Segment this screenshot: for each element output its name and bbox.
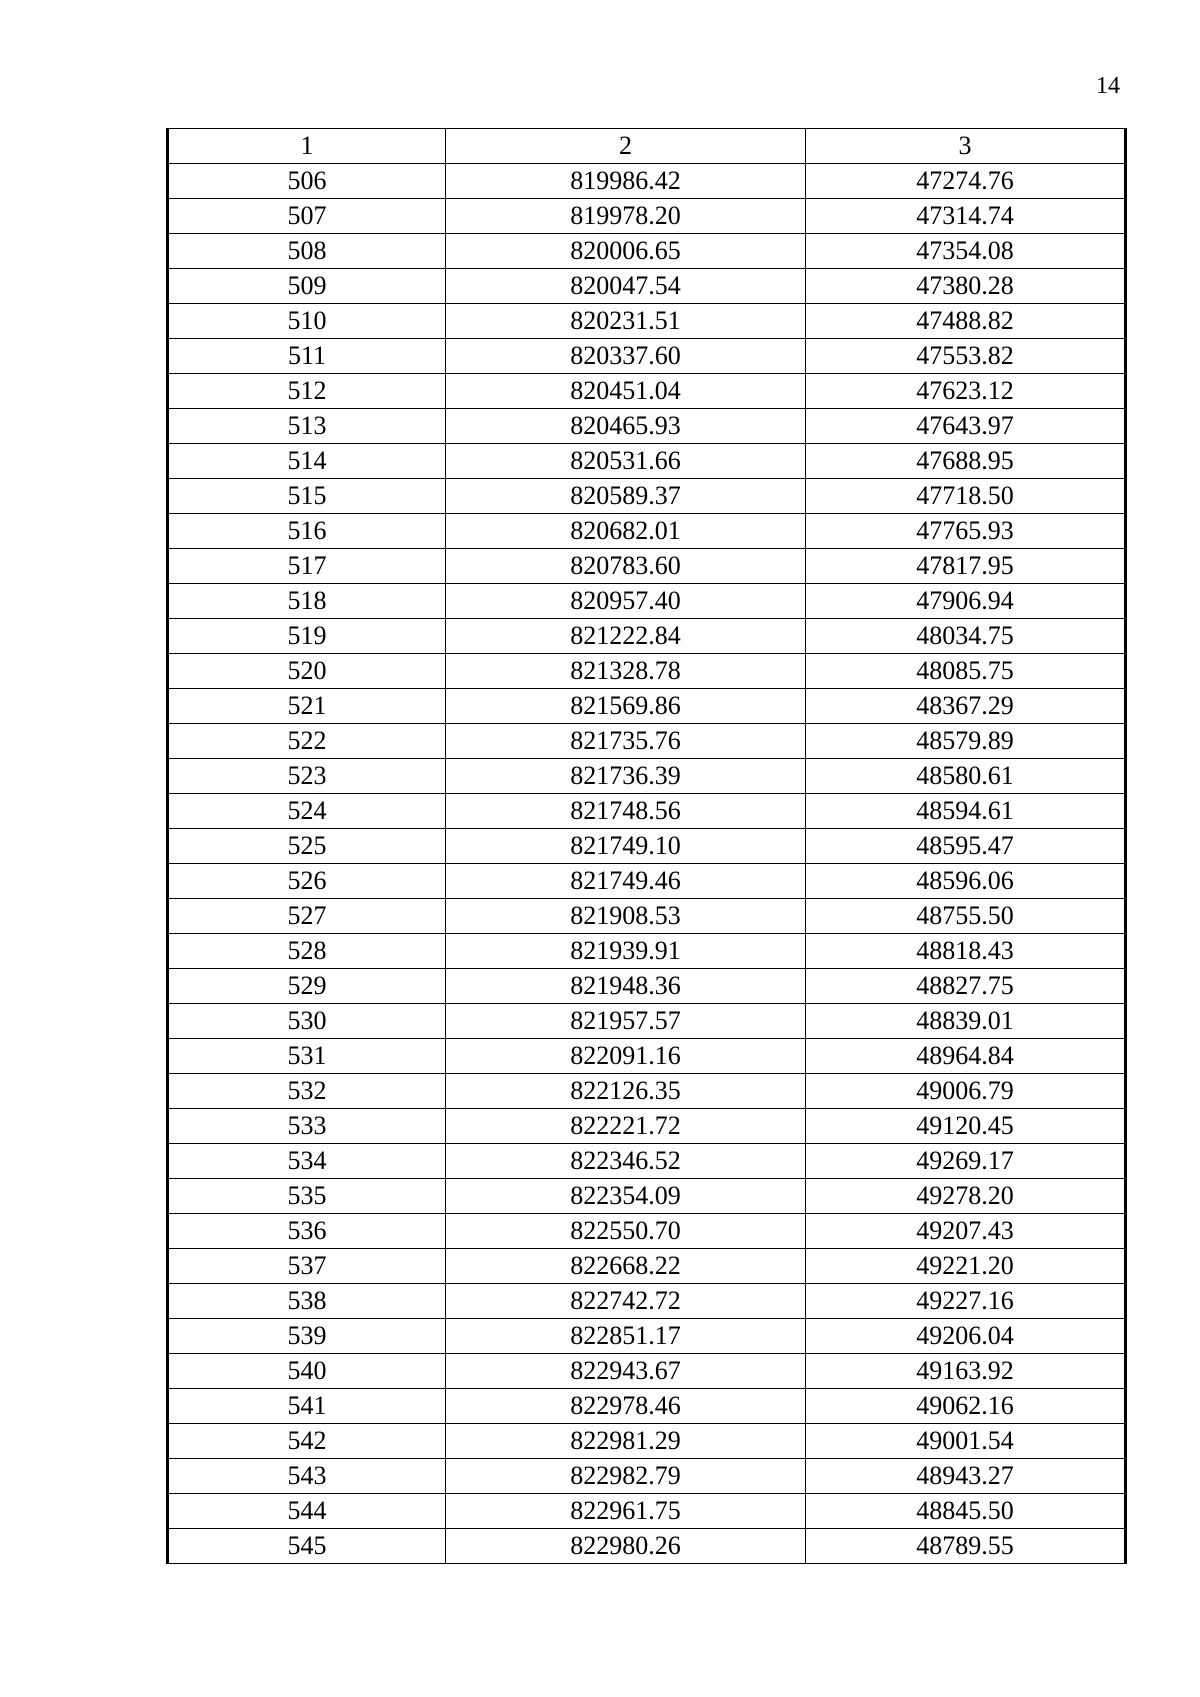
point-number-cell: 506 — [168, 164, 446, 199]
point-number-cell: 532 — [168, 1074, 446, 1109]
x-coordinate-cell: 822126.35 — [446, 1074, 806, 1109]
x-coordinate-cell: 820589.37 — [446, 479, 806, 514]
point-number-cell: 528 — [168, 934, 446, 969]
point-number-cell: 524 — [168, 794, 446, 829]
table-row — [168, 374, 1126, 409]
x-coordinate-cell: 822742.72 — [446, 1284, 806, 1319]
point-number-cell: 509 — [168, 269, 446, 304]
point-number-cell: 542 — [168, 1424, 446, 1459]
x-coordinate-cell: 821749.10 — [446, 829, 806, 864]
table-row — [168, 934, 1126, 969]
point-number-cell: 514 — [168, 444, 446, 479]
table-row — [168, 1529, 1126, 1564]
point-number-cell: 535 — [168, 1179, 446, 1214]
point-number-cell: 536 — [168, 1214, 446, 1249]
y-coordinate-cell: 48367.29 — [806, 689, 1126, 724]
table-row — [168, 1284, 1126, 1319]
table-row — [168, 759, 1126, 794]
x-coordinate-cell: 819986.42 — [446, 164, 806, 199]
table-row — [168, 1389, 1126, 1424]
point-number-cell: 521 — [168, 689, 446, 724]
point-number-cell: 534 — [168, 1144, 446, 1179]
x-coordinate-cell: 822221.72 — [446, 1109, 806, 1144]
column-header-1: 1 — [168, 129, 446, 164]
x-coordinate-cell: 822980.26 — [446, 1529, 806, 1564]
point-number-cell: 512 — [168, 374, 446, 409]
table-row — [168, 969, 1126, 1004]
x-coordinate-cell: 822354.09 — [446, 1179, 806, 1214]
point-number-cell: 527 — [168, 899, 446, 934]
point-number-cell: 529 — [168, 969, 446, 1004]
point-number-cell: 523 — [168, 759, 446, 794]
point-number-cell: 525 — [168, 829, 446, 864]
table-row — [168, 1319, 1126, 1354]
x-coordinate-cell: 821569.86 — [446, 689, 806, 724]
point-number-cell: 541 — [168, 1389, 446, 1424]
x-coordinate-cell: 822981.29 — [446, 1424, 806, 1459]
point-number-cell: 526 — [168, 864, 446, 899]
column-header-2: 2 — [446, 129, 806, 164]
y-coordinate-cell: 48579.89 — [806, 724, 1126, 759]
table-row — [168, 234, 1126, 269]
point-number-cell: 540 — [168, 1354, 446, 1389]
x-coordinate-cell: 821948.36 — [446, 969, 806, 1004]
table-row — [168, 724, 1126, 759]
y-coordinate-cell: 48827.75 — [806, 969, 1126, 1004]
point-number-cell: 510 — [168, 304, 446, 339]
x-coordinate-cell: 820231.51 — [446, 304, 806, 339]
x-coordinate-cell: 822550.70 — [446, 1214, 806, 1249]
x-coordinate-cell: 822091.16 — [446, 1039, 806, 1074]
y-coordinate-cell: 48943.27 — [806, 1459, 1126, 1494]
y-coordinate-cell: 49206.04 — [806, 1319, 1126, 1354]
point-number-cell: 515 — [168, 479, 446, 514]
table-row — [168, 1039, 1126, 1074]
table-row — [168, 164, 1126, 199]
x-coordinate-cell: 820682.01 — [446, 514, 806, 549]
table-row — [168, 304, 1126, 339]
x-coordinate-cell: 821222.84 — [446, 619, 806, 654]
y-coordinate-cell: 48845.50 — [806, 1494, 1126, 1529]
point-number-cell: 513 — [168, 409, 446, 444]
x-coordinate-cell: 821736.39 — [446, 759, 806, 794]
table-row — [168, 619, 1126, 654]
y-coordinate-cell: 49221.20 — [806, 1249, 1126, 1284]
y-coordinate-cell: 47314.74 — [806, 199, 1126, 234]
x-coordinate-cell: 820047.54 — [446, 269, 806, 304]
table-row — [168, 689, 1126, 724]
point-number-cell: 517 — [168, 549, 446, 584]
x-coordinate-cell: 820531.66 — [446, 444, 806, 479]
table-row — [168, 899, 1126, 934]
y-coordinate-cell: 48594.61 — [806, 794, 1126, 829]
point-number-cell: 516 — [168, 514, 446, 549]
table-row — [168, 1004, 1126, 1039]
y-coordinate-cell: 49163.92 — [806, 1354, 1126, 1389]
table-row — [168, 1494, 1126, 1529]
table-row — [168, 1214, 1126, 1249]
y-coordinate-cell: 48818.43 — [806, 934, 1126, 969]
point-number-cell: 530 — [168, 1004, 446, 1039]
y-coordinate-cell: 47354.08 — [806, 234, 1126, 269]
y-coordinate-cell: 47906.94 — [806, 584, 1126, 619]
x-coordinate-cell: 822668.22 — [446, 1249, 806, 1284]
table-row — [168, 1109, 1126, 1144]
y-coordinate-cell: 49006.79 — [806, 1074, 1126, 1109]
y-coordinate-cell: 48789.55 — [806, 1529, 1126, 1564]
point-number-cell: 545 — [168, 1529, 446, 1564]
point-number-cell: 543 — [168, 1459, 446, 1494]
y-coordinate-cell: 49001.54 — [806, 1424, 1126, 1459]
table-row — [168, 1179, 1126, 1214]
y-coordinate-cell: 48034.75 — [806, 619, 1126, 654]
x-coordinate-cell: 821749.46 — [446, 864, 806, 899]
point-number-cell: 522 — [168, 724, 446, 759]
x-coordinate-cell: 820006.65 — [446, 234, 806, 269]
table-row — [168, 584, 1126, 619]
point-number-cell: 539 — [168, 1319, 446, 1354]
y-coordinate-cell: 47623.12 — [806, 374, 1126, 409]
y-coordinate-cell: 47553.82 — [806, 339, 1126, 374]
point-number-cell: 507 — [168, 199, 446, 234]
table-body — [168, 164, 1126, 1564]
point-number-cell: 538 — [168, 1284, 446, 1319]
table-row — [168, 1074, 1126, 1109]
y-coordinate-cell: 48596.06 — [806, 864, 1126, 899]
table-row — [168, 444, 1126, 479]
point-number-cell: 533 — [168, 1109, 446, 1144]
x-coordinate-cell: 822346.52 — [446, 1144, 806, 1179]
x-coordinate-cell: 822943.67 — [446, 1354, 806, 1389]
header-row — [168, 129, 1126, 164]
page-number: 14 — [1096, 73, 1120, 99]
x-coordinate-cell: 821748.56 — [446, 794, 806, 829]
y-coordinate-cell: 48580.61 — [806, 759, 1126, 794]
table-header — [168, 129, 1126, 164]
point-number-cell: 531 — [168, 1039, 446, 1074]
point-number-cell: 519 — [168, 619, 446, 654]
table-row — [168, 199, 1126, 234]
table-row — [168, 269, 1126, 304]
y-coordinate-cell: 47688.95 — [806, 444, 1126, 479]
y-coordinate-cell: 48839.01 — [806, 1004, 1126, 1039]
x-coordinate-cell: 819978.20 — [446, 199, 806, 234]
table-row — [168, 514, 1126, 549]
y-coordinate-cell: 49269.17 — [806, 1144, 1126, 1179]
y-coordinate-cell: 47380.28 — [806, 269, 1126, 304]
y-coordinate-cell: 47274.76 — [806, 164, 1126, 199]
x-coordinate-cell: 821908.53 — [446, 899, 806, 934]
y-coordinate-cell: 47817.95 — [806, 549, 1126, 584]
y-coordinate-cell: 49278.20 — [806, 1179, 1126, 1214]
y-coordinate-cell: 47643.97 — [806, 409, 1126, 444]
table-row — [168, 1459, 1126, 1494]
table-row — [168, 654, 1126, 689]
table-row — [168, 549, 1126, 584]
y-coordinate-cell: 47488.82 — [806, 304, 1126, 339]
x-coordinate-cell: 821735.76 — [446, 724, 806, 759]
y-coordinate-cell: 48755.50 — [806, 899, 1126, 934]
y-coordinate-cell: 48085.75 — [806, 654, 1126, 689]
y-coordinate-cell: 48595.47 — [806, 829, 1126, 864]
y-coordinate-cell: 49062.16 — [806, 1389, 1126, 1424]
table-row — [168, 1249, 1126, 1284]
x-coordinate-cell: 822978.46 — [446, 1389, 806, 1424]
y-coordinate-cell: 49120.45 — [806, 1109, 1126, 1144]
y-coordinate-cell: 47765.93 — [806, 514, 1126, 549]
y-coordinate-cell: 49207.43 — [806, 1214, 1126, 1249]
x-coordinate-cell: 822982.79 — [446, 1459, 806, 1494]
x-coordinate-cell: 822851.17 — [446, 1319, 806, 1354]
y-coordinate-cell: 47718.50 — [806, 479, 1126, 514]
table-row — [168, 339, 1126, 374]
table-row — [168, 794, 1126, 829]
table-row — [168, 1424, 1126, 1459]
table-row — [168, 1354, 1126, 1389]
table-row — [168, 1144, 1126, 1179]
point-number-cell: 518 — [168, 584, 446, 619]
x-coordinate-cell: 822961.75 — [446, 1494, 806, 1529]
x-coordinate-cell: 820451.04 — [446, 374, 806, 409]
point-number-cell: 508 — [168, 234, 446, 269]
x-coordinate-cell: 821939.91 — [446, 934, 806, 969]
x-coordinate-cell: 821957.57 — [446, 1004, 806, 1039]
y-coordinate-cell: 48964.84 — [806, 1039, 1126, 1074]
y-coordinate-cell: 49227.16 — [806, 1284, 1126, 1319]
table-row — [168, 479, 1126, 514]
x-coordinate-cell: 820783.60 — [446, 549, 806, 584]
table-row — [168, 409, 1126, 444]
point-number-cell: 544 — [168, 1494, 446, 1529]
table-row — [168, 829, 1126, 864]
x-coordinate-cell: 820337.60 — [446, 339, 806, 374]
x-coordinate-cell: 820465.93 — [446, 409, 806, 444]
point-number-cell: 537 — [168, 1249, 446, 1284]
point-number-cell: 520 — [168, 654, 446, 689]
column-header-3: 3 — [806, 129, 1126, 164]
table-row — [168, 864, 1126, 899]
x-coordinate-cell: 821328.78 — [446, 654, 806, 689]
point-number-cell: 511 — [168, 339, 446, 374]
coordinates-table — [166, 128, 1127, 1564]
x-coordinate-cell: 820957.40 — [446, 584, 806, 619]
